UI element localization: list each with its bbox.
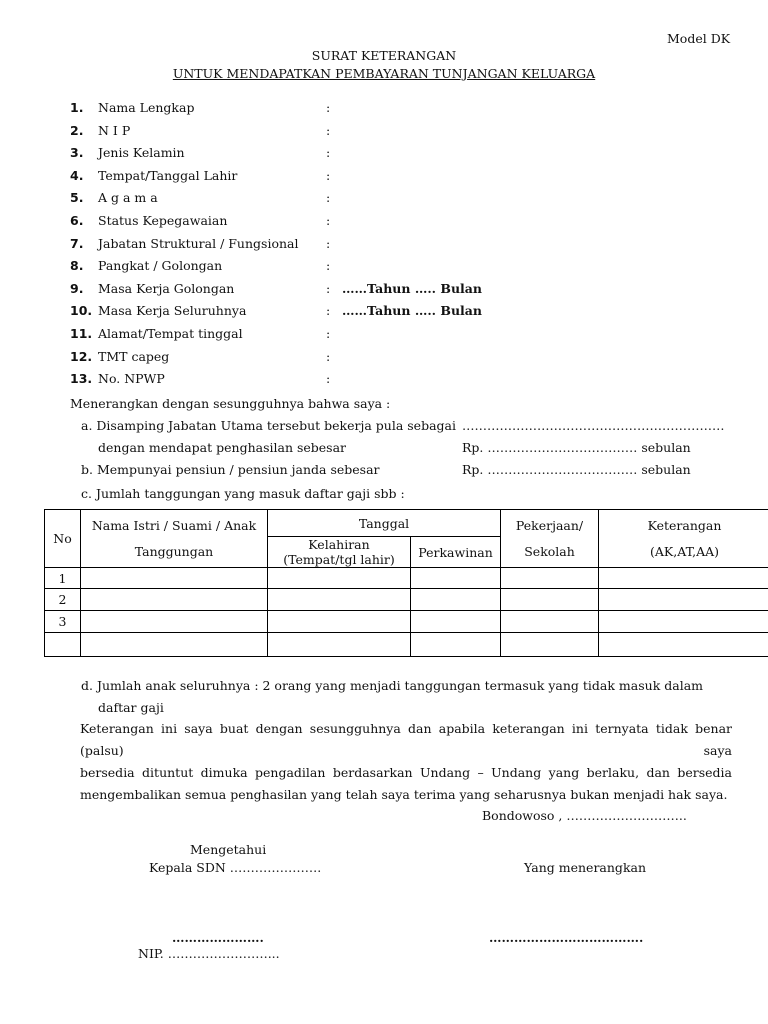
kepala-sdn-label: Kepala SDN …………………. (149, 860, 322, 875)
form-model-code: Model DK (667, 31, 731, 46)
d-line2: daftar gaji (98, 700, 164, 715)
table-cell (599, 589, 768, 611)
declaration-line1: Keterangan ini saya buat dengan sesungguhnya dan apabila keterangan ini ternyata tidak benar (palsu) saya (80, 721, 732, 758)
field-value: ……Tahun ….. Bulan (342, 303, 482, 319)
table-cell (268, 633, 411, 657)
header-keterangan-line1: Keterangan (647, 517, 722, 533)
declaration-line2: bersedia dituntut dimuka pengadilan berdasarkan Undang – Undang yang berlaku, dan bersedia (80, 765, 732, 780)
table-cell (599, 611, 768, 633)
field-label: A g a m a (98, 190, 158, 206)
nip-label: NIP. ……………………... (138, 946, 280, 961)
header-kelahiran-line2: (Tempat/tgl lahir) (283, 552, 395, 567)
table-cell (599, 633, 768, 657)
field-number: 7. (70, 235, 84, 251)
field-number: 12. (70, 348, 93, 364)
header-name-line1: Nama Istri / Suami / Anak (91, 517, 257, 533)
header-name-line2: Tanggungan (134, 543, 214, 559)
header-name (81, 510, 268, 568)
table-cell (501, 568, 599, 589)
table-cell (411, 568, 501, 589)
header-no: No (45, 510, 81, 568)
statement-b-amount: Rp. ……………………………… sebulan (462, 462, 691, 477)
d-line1: d. Jumlah anak seluruhnya : 2 orang yang menjadi tanggungan termasuk yang tidak masuk dalam (81, 678, 704, 693)
field-colon: : (326, 326, 331, 341)
field-label: Masa Kerja Golongan (98, 280, 235, 296)
field-colon: : (326, 122, 331, 138)
dependents-table (44, 509, 768, 657)
field-colon: : (326, 371, 331, 387)
field-label: Nama Lengkap (98, 100, 195, 115)
field-number: 6. (70, 213, 84, 228)
table-cell (501, 611, 599, 633)
header-pekerjaan (501, 510, 599, 568)
field-colon: : (326, 100, 331, 115)
field-number: 2. (70, 122, 84, 138)
field-colon: : (326, 213, 331, 228)
place-date: Bondowoso , ……………………….. (482, 808, 687, 823)
table-cell (599, 568, 768, 589)
table-cell (411, 611, 501, 633)
table-cell (268, 589, 411, 611)
table-cell (81, 589, 268, 611)
field-label: TMT capeg (98, 348, 170, 364)
signature-line-right: ………………………………. (489, 930, 644, 945)
header-keterangan (599, 510, 768, 568)
table-cell (268, 611, 411, 633)
field-number: 11. (70, 326, 93, 341)
table-cell (81, 611, 268, 633)
yang-menerangkan-label: Yang menerangkan (524, 860, 647, 875)
header-pekerjaan-line1: Pekerjaan/ (515, 517, 584, 533)
field-number: 1. (70, 100, 84, 115)
document-subtitle: UNTUK MENDAPATKAN PEMBAYARAN TUNJANGAN KELUARGA (172, 66, 596, 81)
table-cell (501, 633, 599, 657)
table-row (45, 611, 768, 633)
declaration-paragraph (80, 718, 732, 806)
field-colon: : (326, 145, 331, 161)
field-label: Pangkat / Golongan (98, 258, 223, 274)
table-cell (501, 589, 599, 611)
field-label: Tempat/Tanggal Lahir (98, 167, 238, 183)
table-cell (81, 633, 268, 657)
field-label: No. NPWP (98, 371, 165, 387)
table-cell (411, 589, 501, 611)
field-colon: : (326, 303, 331, 319)
field-colon: : (326, 348, 331, 364)
field-number: 10. (70, 303, 93, 319)
field-label: Status Kepegawaian (98, 213, 228, 228)
field-label: N I P (98, 122, 131, 138)
field-value: ……Tahun ….. Bulan (342, 280, 482, 296)
field-number: 8. (70, 258, 84, 274)
field-number: 9. (70, 280, 84, 296)
header-kelahiran-line1: Kelahiran (308, 537, 370, 552)
table-row (45, 633, 768, 657)
table-cell (81, 568, 268, 589)
field-colon: : (326, 167, 331, 183)
field-label: Jenis Kelamin (98, 145, 185, 161)
table-row (45, 568, 768, 589)
header-kelahiran (268, 537, 411, 568)
field-colon: : (326, 258, 331, 274)
row-number: 3 (45, 611, 81, 633)
header-keterangan-line2: (AK,AT,AA) (650, 543, 719, 559)
mengetahui-label: Mengetahui (190, 842, 267, 857)
field-number: 3. (70, 145, 84, 161)
row-number (45, 633, 81, 657)
statement-c-line: c. Jumlah tanggungan yang masuk daftar gaji sbb : (81, 486, 405, 501)
table-row (45, 589, 768, 611)
row-number: 2 (45, 589, 81, 611)
field-label: Masa Kerja Seluruhnya (98, 303, 247, 319)
signature-line-left: …………………. (172, 930, 264, 945)
statement-a-dots: ……………………………………………………… (462, 418, 725, 433)
field-label: Jabatan Struktural / Fungsional (98, 235, 299, 251)
document-title: SURAT KETERANGAN (311, 48, 457, 63)
table-cell (268, 568, 411, 589)
header-tanggal: Tanggal (268, 510, 501, 537)
field-number: 13. (70, 371, 93, 387)
header-perkawinan: Perkawinan (411, 537, 501, 568)
row-number: 1 (45, 568, 81, 589)
field-number: 5. (70, 190, 84, 206)
field-label: Alamat/Tempat tinggal (98, 326, 243, 341)
field-colon: : (326, 190, 331, 206)
statement-a-line2: dengan mendapat penghasilan sebesar (98, 440, 347, 455)
field-number: 4. (70, 167, 84, 183)
header-pekerjaan-line2: Sekolah (524, 543, 575, 559)
statement-b-line: b. Mempunyai pensiun / pensiun janda sebesar (81, 462, 380, 477)
field-colon: : (326, 280, 331, 296)
statement-a-amount: Rp. ……………………………… sebulan (462, 440, 691, 455)
statement-a-line1: a. Disamping Jabatan Utama tersebut bekerja pula sebagai (81, 418, 456, 433)
declaration-line3: mengembalikan semua penghasilan yang telah saya terima yang seharusnya bukan menjadi hak saya. (80, 787, 728, 802)
table-cell (411, 633, 501, 657)
statement-intro: Menerangkan dengan sesungguhnya bahwa saya : (70, 396, 391, 411)
dependents-rows (45, 568, 768, 657)
field-colon: : (326, 235, 331, 251)
